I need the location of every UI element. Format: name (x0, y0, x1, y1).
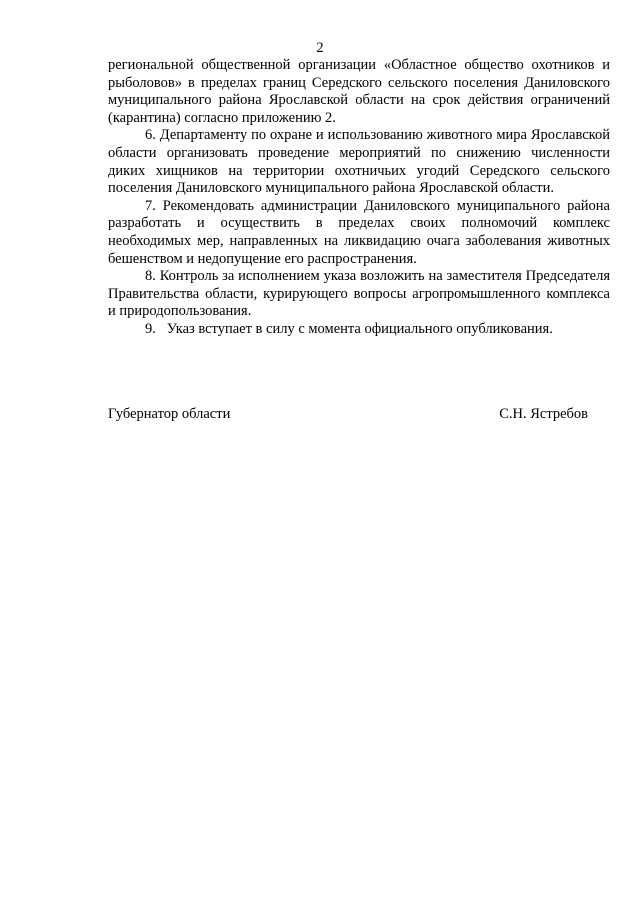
signature-block (108, 406, 588, 423)
page-number: 2 (316, 40, 324, 56)
signatory-name: С.Н. Ястребов (499, 406, 588, 422)
paragraph-item-6: 6. Департаменту по охране и использованию животного мира Ярославской области организовать проведение мероприятий по снижению численности диких хищников на территории охотничьих угодий Середского сельского поселения Даниловского муниципального района Ярославской области. (108, 127, 610, 197)
document-body (108, 57, 610, 339)
paragraph-continuation: региональной общественной организации «Областное общество охотников и рыболовов» в пределах границ Середского сельского поселения Даниловского муниципального района Ярославской области на срок действия ограничений (карантина) согласно приложению 2. (108, 57, 610, 126)
signatory-position: Губернатор области (108, 406, 231, 422)
paragraph-item-8: 8. Контроль за исполнением указа возложить на заместителя Председателя Правительства области, курирующего вопросы агропромышленного комплекса и природопользования. (108, 268, 610, 320)
paragraph-item-9: 9. Указ вступает в силу с момента официального опубликования. (145, 320, 553, 337)
paragraph-item-7: 7. Рекомендовать администрации Даниловского муниципального района разработать и осуществить в пределах своих полномочий комплекс необходимых мер, направленных на ликвидацию очага заболевания животных бешенством и недопущение его распространения. (108, 197, 610, 267)
